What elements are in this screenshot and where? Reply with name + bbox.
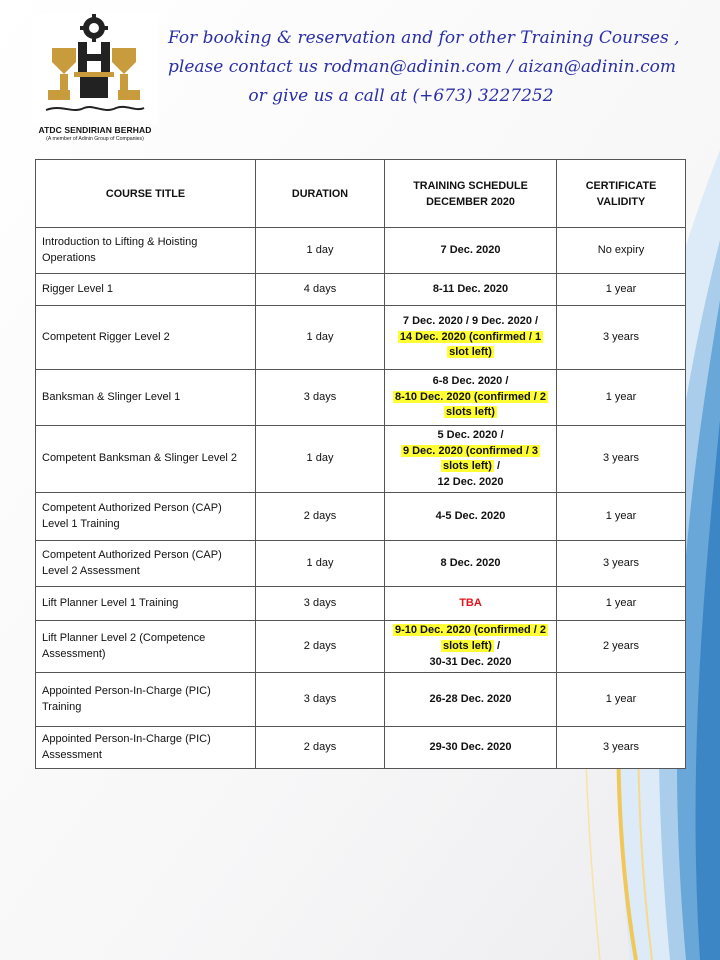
schedule-date: 12 Dec. 2020 [437,475,504,488]
course-duration: 1 day [256,541,385,587]
header-certificate [557,160,686,228]
header-schedule-line-1: TRAINING SCHEDULE [413,179,528,192]
course-title: Appointed Person-In-Charge (PIC) Assessment [36,727,256,769]
course-schedule [385,493,557,541]
course-duration: 3 days [256,370,385,426]
course-schedule [385,426,557,493]
header-cert-line-2: VALIDITY [596,195,646,208]
schedule-date: 4-5 Dec. 2020 [435,510,506,523]
schedule-date: 8 Dec. 2020 [440,557,501,570]
header-schedule [385,160,557,228]
table-row [36,274,686,306]
table-row [36,493,686,541]
highlighted-schedule: slots left) [442,639,492,652]
table-row [36,587,686,621]
course-duration: 3 days [256,673,385,727]
course-schedule [385,228,557,274]
course-schedule [385,306,557,370]
table-header-row [36,160,686,228]
contact-line-2: please contact us rodman@adinin.com / aizan@adinin.com [168,57,676,77]
course-schedule [385,274,557,306]
schedule-date: 7 Dec. 2020 [440,243,501,256]
schedule-separator: / [493,460,501,473]
schedule-date: 26-28 Dec. 2020 [429,692,512,705]
course-duration: 1 day [256,306,385,370]
course-duration: 3 days [256,587,385,621]
certificate-validity: 2 years [557,621,686,673]
course-schedule [385,673,557,727]
table-row [36,621,686,673]
highlighted-schedule: slot left) [449,346,492,359]
course-schedule [385,587,557,621]
course-duration: 1 day [256,228,385,274]
table-row [36,673,686,727]
header-cert-line-1: CERTIFICATE [585,179,657,192]
certificate-validity: 3 years [557,306,686,370]
highlighted-schedule: 8-10 Dec. 2020 (confirmed / 2 [394,390,546,403]
course-schedule [385,621,557,673]
course-title: Competent Authorized Person (CAP) Level 2 Assessment [36,541,256,587]
course-title: Competent Rigger Level 2 [36,306,256,370]
course-duration: 2 days [256,727,385,769]
company-logo [32,14,158,144]
header-course-title: COURSE TITLE [36,160,256,228]
schedule-date: 6-8 Dec. 2020 / [432,375,509,388]
course-duration: 4 days [256,274,385,306]
schedule-tba: TBA [459,597,482,610]
certificate-validity: 3 years [557,727,686,769]
course-title: Introduction to Lifting & Hoisting Operations [36,228,256,274]
highlighted-schedule: slots left) [442,460,492,473]
schedule-date: 29-30 Dec. 2020 [429,740,512,753]
certificate-validity: 3 years [557,541,686,587]
course-duration: 1 day [256,426,385,493]
schedule-date: 8-11 Dec. 2020 [432,282,509,295]
highlighted-schedule: 9 Dec. 2020 (confirmed / 3 [402,444,539,457]
course-title: Lift Planner Level 2 (Competence Assessment) [36,621,256,673]
header-schedule-line-2: DECEMBER 2020 [426,195,515,208]
certificate-validity: 3 years [557,426,686,493]
table-row [36,426,686,493]
certificate-validity: 1 year [557,587,686,621]
schedule-date: 7 Dec. 2020 / 9 Dec. 2020 / [402,315,539,328]
certificate-validity: 1 year [557,370,686,426]
company-name: ATDC SENDIRIAN BERHAD [38,125,152,135]
highlighted-schedule: 14 Dec. 2020 (confirmed / 1 [399,330,542,343]
course-schedule [385,370,557,426]
course-title: Rigger Level 1 [36,274,256,306]
training-schedule-table [35,159,686,769]
company-tagline: (A member of Adinin Group of Companies) [46,136,144,142]
contact-line-3: or give us a call at (+673) 3227252 [248,86,554,106]
highlighted-schedule: slots left) [446,406,495,419]
course-duration: 2 days [256,621,385,673]
course-title: Competent Authorized Person (CAP) Level 1 Training [36,493,256,541]
course-duration: 2 days [256,493,385,541]
contact-line-1: For booking & reservation and for other Training Courses , [168,28,680,48]
table-row [36,727,686,769]
schedule-date: 5 Dec. 2020 / [437,429,504,441]
course-title: Appointed Person-In-Charge (PIC) Training [36,673,256,727]
certificate-validity: 1 year [557,274,686,306]
logo-emblem-icon [32,14,158,124]
header-duration: DURATION [256,160,385,228]
schedule-date: 30-31 Dec. 2020 [429,655,512,668]
highlighted-schedule: 9-10 Dec. 2020 (confirmed / 2 [394,624,546,637]
certificate-validity: No expiry [557,228,686,274]
certificate-validity: 1 year [557,493,686,541]
course-schedule [385,541,557,587]
table-row [36,306,686,370]
table-row [36,228,686,274]
certificate-validity: 1 year [557,673,686,727]
course-schedule [385,727,557,769]
course-title: Lift Planner Level 1 Training [36,587,256,621]
table-row [36,370,686,426]
course-title: Banksman & Slinger Level 1 [36,370,256,426]
course-title: Competent Banksman & Slinger Level 2 [36,426,256,493]
schedule-separator: / [493,639,501,652]
table-row [36,541,686,587]
contact-block [168,24,680,111]
